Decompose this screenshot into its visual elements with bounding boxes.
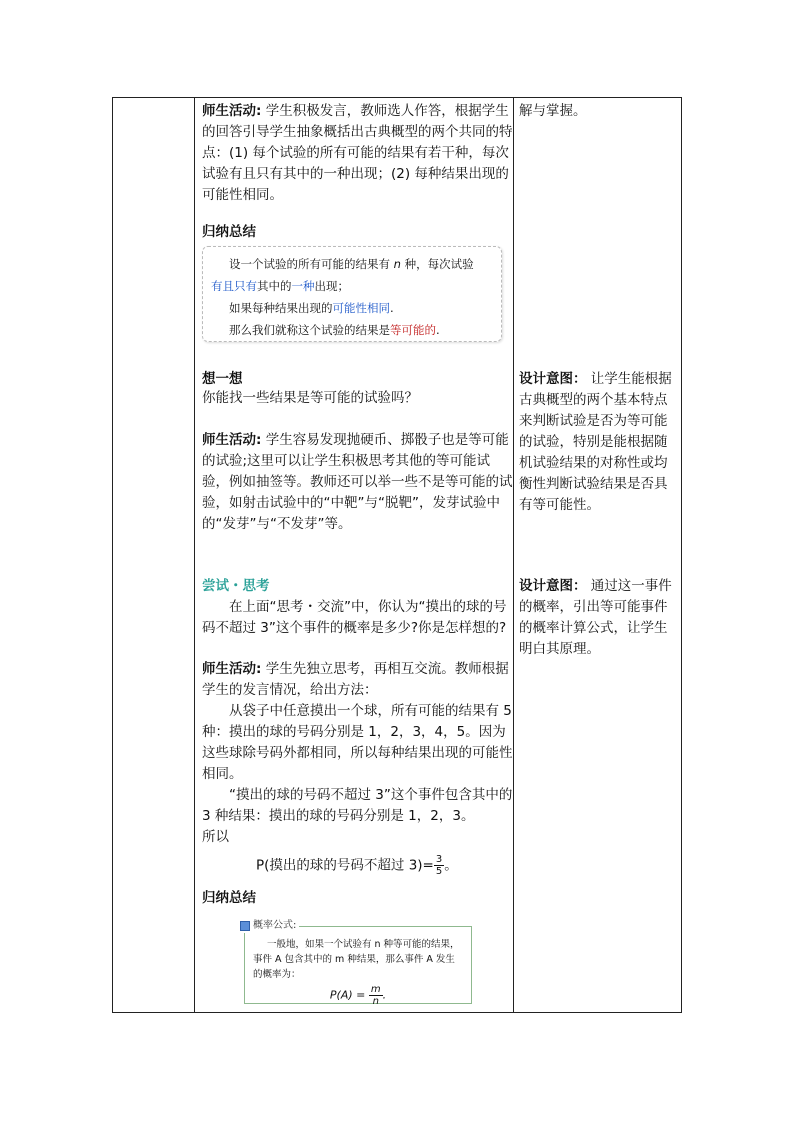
summary-2-heading: 归纳总结 xyxy=(202,890,256,906)
design-intent-2-text: 通过这一事件的概率，引出等可能事件的概率计算公式，让学生明白其原理。 xyxy=(519,578,672,657)
activity-2-text: 学生容易发现抛硬币、掷骰子也是等可能的试验;这里可以让学生积极思考其他的等可能试验，例如抽签等。教师还可以举一些不是等可能的试验，如射击试验中的“中靶”与“脱靶”，发芽试验中的“发芽”与“不发芽”等。 xyxy=(202,432,513,532)
right-top-text: 解与掌握。 xyxy=(519,103,587,119)
activity-2-label: 师生活动: xyxy=(202,432,262,448)
activity-3 xyxy=(202,659,514,701)
summary-1-heading: 归纳总结 xyxy=(202,224,256,240)
activity-1-text: 学生积极发言，教师选人作答，根据学生的回答引导学生抽象概括出古典概型的两个共同的特点：(1) 每个试验的所有可能的结果有若干种，每次试验有且只有其中的一种出现；(2) 每种结果出现的可能性相同。 xyxy=(202,103,513,203)
activity-2 xyxy=(202,430,514,535)
design-intent-2-label: 设计意图： xyxy=(519,578,587,594)
formula-icon xyxy=(240,921,250,931)
box1-line1: 设一个试验的所有可能的结果有 n 种，每次试验 xyxy=(229,257,474,271)
formula-description: 一般地，如果一个试验有 n 种等可能的结果，事件 A 包含其中的 m 种结果，那么事件 A 发生的概率为： xyxy=(253,939,460,980)
summary-1-box xyxy=(202,246,502,342)
method-so: 所以 xyxy=(202,829,229,845)
try-heading: 尝试・思考 xyxy=(202,578,270,594)
lesson-table xyxy=(112,97,682,1013)
activity-1-label: 师生活动: xyxy=(202,103,262,119)
column-divider-left xyxy=(194,98,195,1012)
box1-line4: 那么我们就称这个试验的结果是等可能的. xyxy=(229,323,440,337)
box1-line3: 如果每种结果出现的可能性相同. xyxy=(229,301,394,315)
probability-formula: P(A) = $\frac{m}{n}$ . xyxy=(329,984,387,1007)
formula-tag: 概率公式: xyxy=(237,918,299,933)
design-intent-1-label: 设计意图： xyxy=(519,371,587,387)
try-text: 在上面“思考・交流”中，你认为“摸出的球的号码不超过 3”这个事件的概率是多少?你是怎样想的? xyxy=(202,599,507,636)
design-intent-1 xyxy=(519,369,679,516)
method-paragraph-2: “摸出的球的号码不超过 3”这个事件包含其中的 3 种结果：摸出的球的号码分别是 1，2，3。 xyxy=(202,787,513,824)
probability-expression: P(摸出的球的号码不超过 3)= $\frac{3}{5}$ 。 xyxy=(256,854,458,877)
design-intent-1-text: 让学生能根据古典概型的两个基本特点来判断试验是否为等可能的试验，特别是能根据随机试验结果的对称性或均衡性判断试验结果是否具有等可能性。 xyxy=(519,371,672,513)
method-paragraph-1: 从袋子中任意摸出一个球，所有可能的结果有 5 种：摸出的球的号码分别是 1，2，3，4，5。因为这些球除号码外都相同，所以每种结果出现的可能性相同。 xyxy=(202,703,513,782)
activity-3-text: 学生先独立思考，再相互交流。教师根据学生的发言情况，给出方法： xyxy=(202,661,509,698)
activity-3-label: 师生活动: xyxy=(202,661,262,677)
probability-fraction: $\frac{3}{5}$ xyxy=(435,854,443,877)
probability-formula-box xyxy=(244,920,472,1007)
design-intent-2 xyxy=(519,576,679,660)
activity-1 xyxy=(202,101,514,206)
think-question: 你能找一些结果是等可能的试验吗？ xyxy=(202,390,418,406)
box1-line2: 有且只有其中的一种出现； xyxy=(211,279,349,293)
think-heading: 想一想 xyxy=(202,371,243,387)
